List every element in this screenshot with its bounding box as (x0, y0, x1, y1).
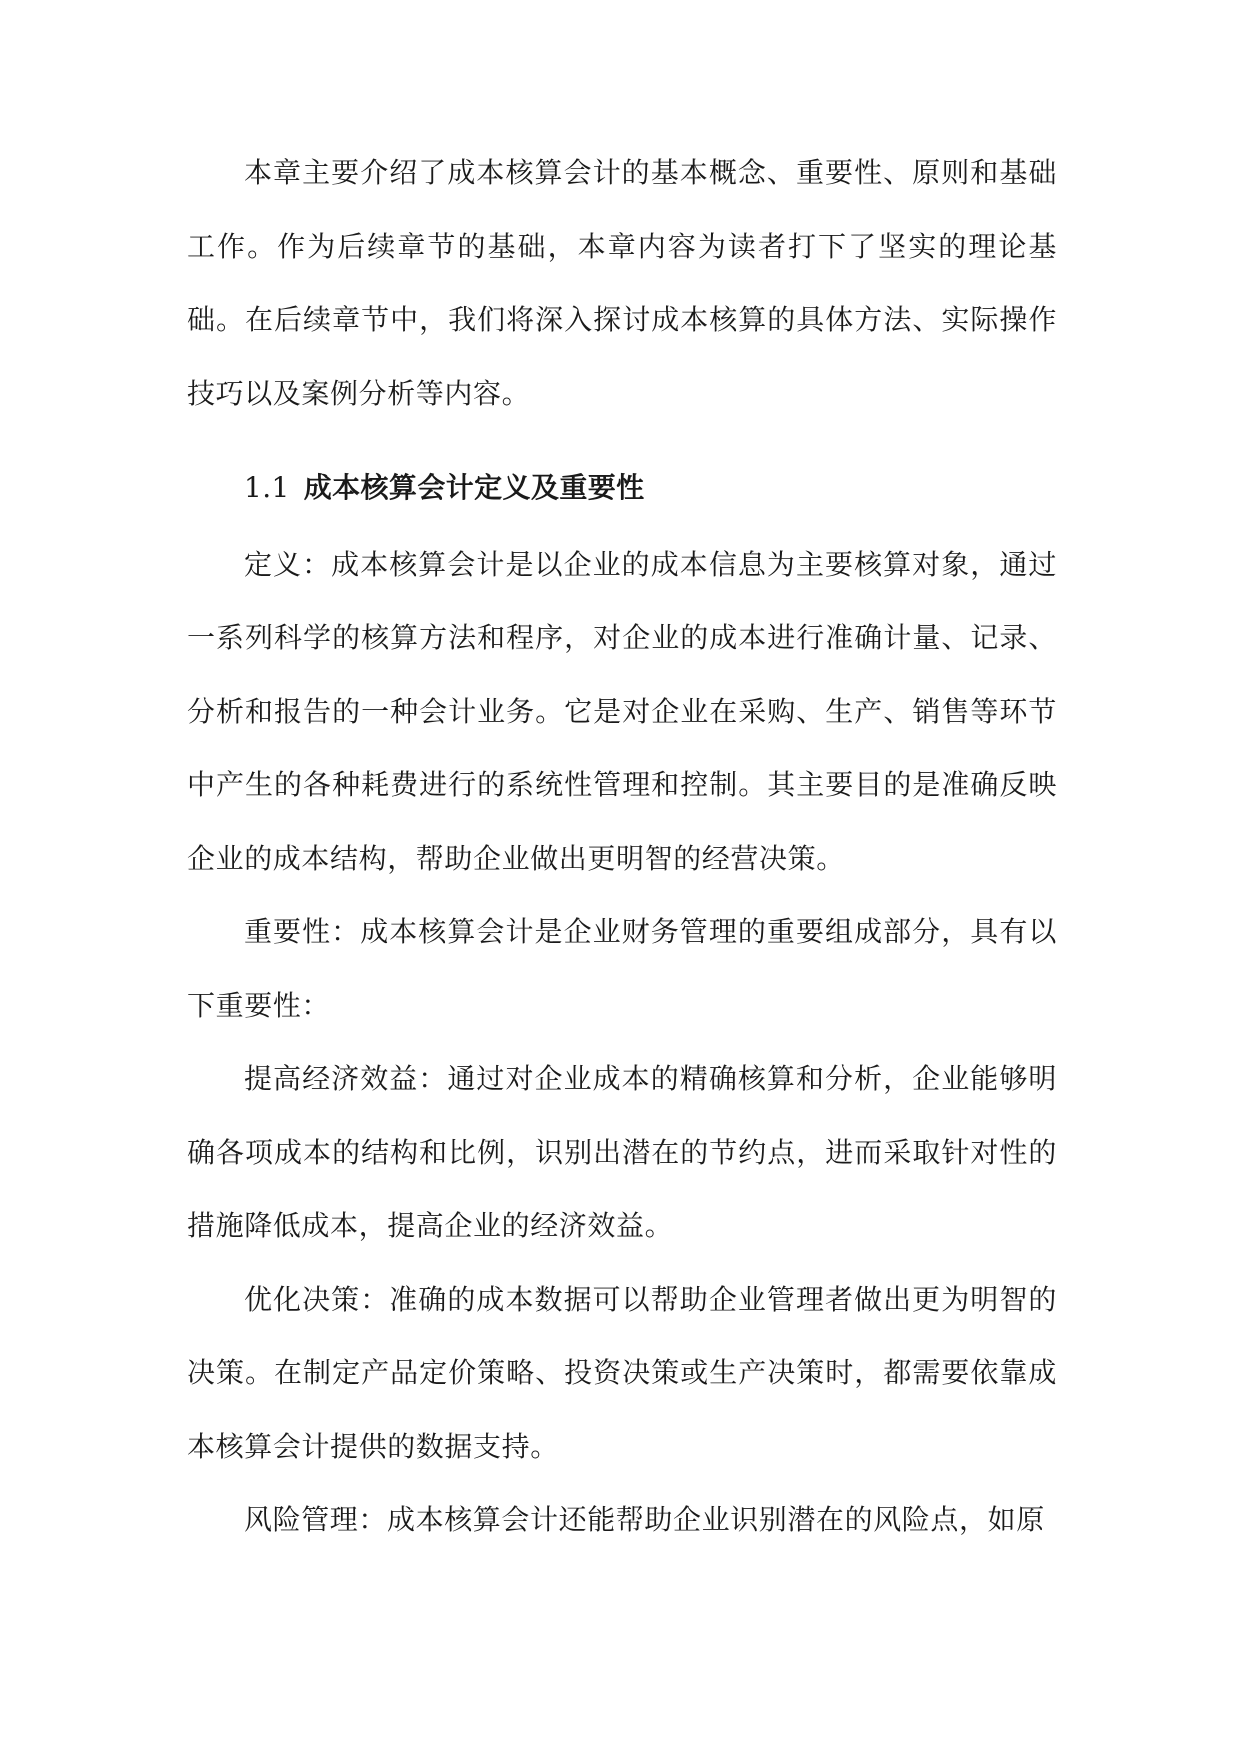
intro-paragraph: 本章主要介绍了成本核算会计的基本概念、重要性、原则和基础工作。作为后续章节的基础，本章内容为读者打下了坚实的理论基础。在后续章节中，我们将深入探讨成本核算的具体方法、实际操作技巧以及案例分析等内容。 (187, 156, 1057, 410)
section-heading (187, 451, 1057, 525)
importance-paragraph: 重要性：成本核算会计是企业财务管理的重要组成部分，具有以下重要性： (187, 915, 1057, 1022)
economic-benefit-paragraph: 提高经济效益：通过对企业成本的精确核算和分析，企业能够明确各项成本的结构和比例，识别出潜在的节约点，进而采取针对性的措施降低成本，提高企业的经济效益。 (187, 1062, 1057, 1242)
page-content (187, 136, 1057, 1557)
definition-paragraph: 定义：成本核算会计是以企业的成本信息为主要核算对象，通过一系列科学的核算方法和程序，对企业的成本进行准确计量、记录、分析和报告的一种会计业务。它是对企业在采购、生产、销售等环节中产生的各种耗费进行的系统性管理和控制。其主要目的是准确反映企业的成本结构，帮助企业做出更明智的经营决策。 (187, 547, 1057, 875)
risk-management-paragraph: 风险管理：成本核算会计还能帮助企业识别潜在的风险点，如原 (244, 1503, 1045, 1536)
section-number: 1.1 (244, 471, 290, 504)
optimize-decision-paragraph: 优化决策：准确的成本数据可以帮助企业管理者做出更为明智的决策。在制定产品定价策略、投资决策或生产决策时，都需要依靠成本核算会计提供的数据支持。 (187, 1282, 1057, 1463)
section-title: 成本核算会计定义及重要性 (303, 471, 645, 504)
